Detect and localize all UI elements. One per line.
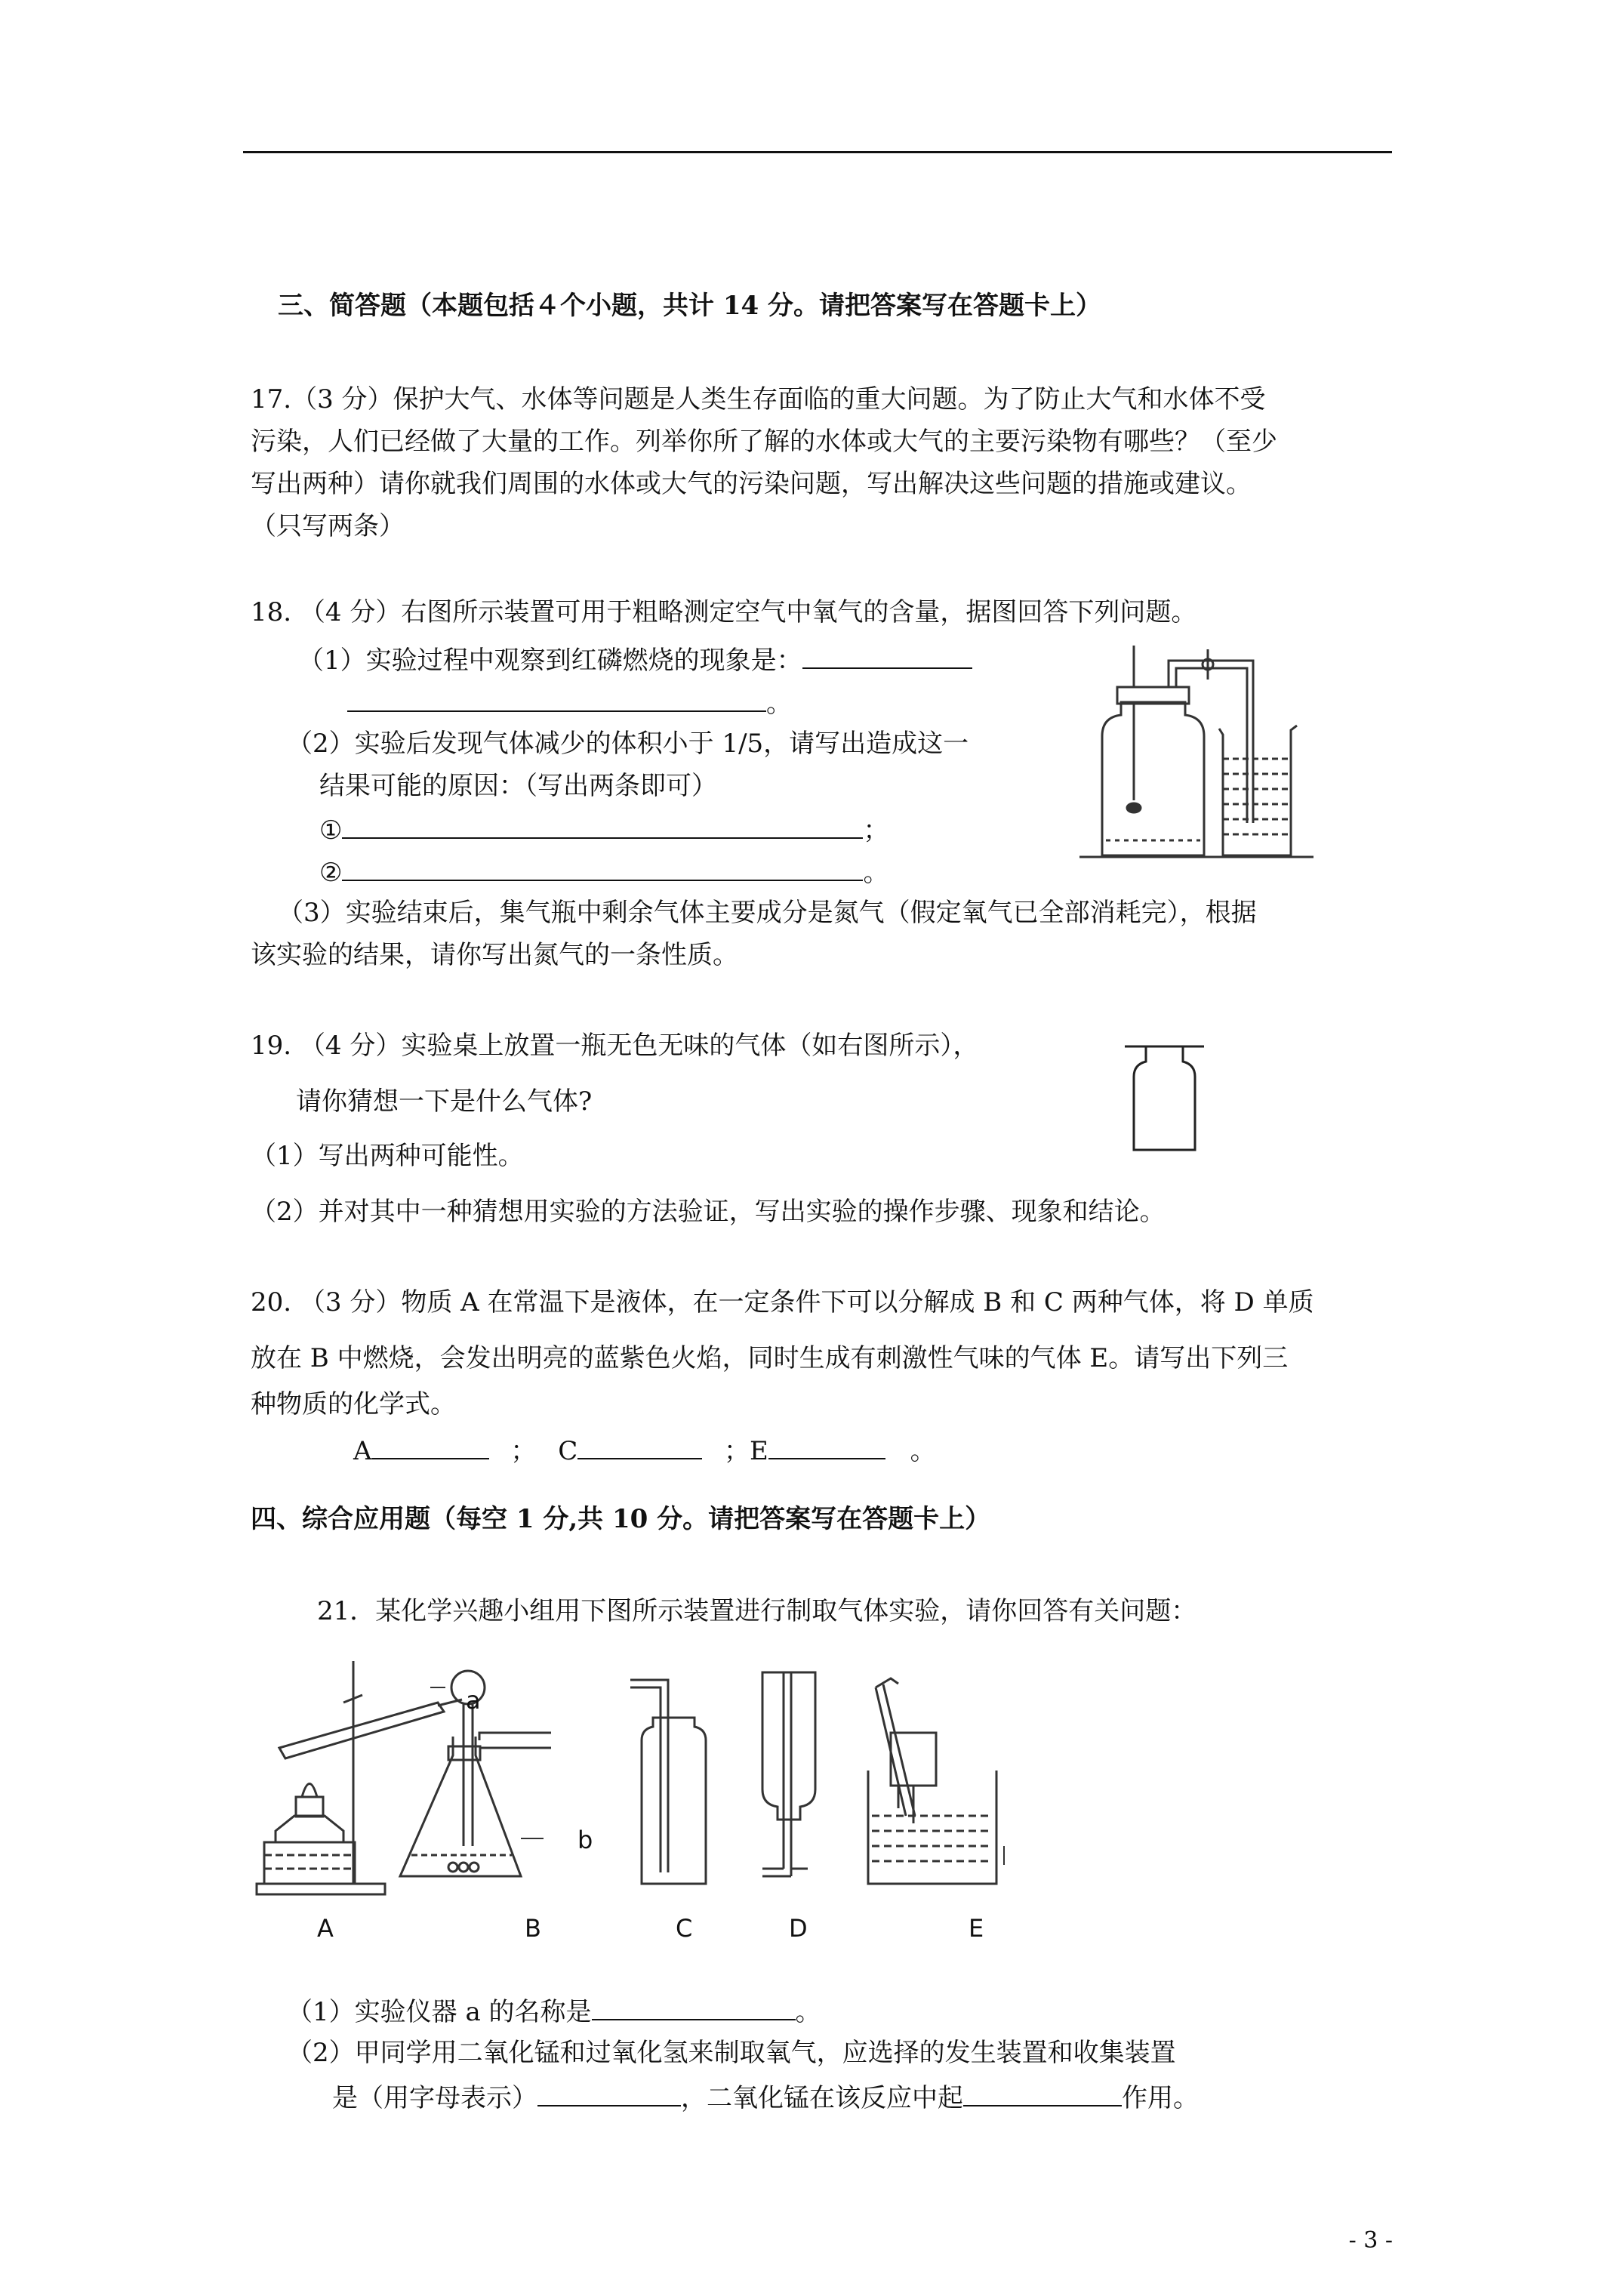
q18-cause-2: ② 。 xyxy=(319,854,888,889)
q18-answer-blank-1b[interactable] xyxy=(347,685,766,712)
q21-blank-a-name[interactable] xyxy=(592,1993,796,2020)
q21-part2a: （2）甲同学用二氧化锰和过氧化氢来制取氧气，应选择的发生装置和收集装置 xyxy=(287,2038,1176,2068)
q19-part1: （1）写出两种可能性。 xyxy=(251,1141,524,1171)
gas-jar-diagram xyxy=(1125,1040,1212,1154)
header-rule xyxy=(243,151,1392,153)
q20-line1: 20. （3 分）物质 A 在常温下是液体，在一定条件下可以分解成 B 和 C 两种气体，将 D 单质 xyxy=(251,1287,1314,1318)
q18-answer-blank-2b[interactable] xyxy=(342,854,863,881)
q19-line2: 请你猜想一下是什么气体? xyxy=(296,1086,593,1117)
q21-part1: （1）实验仪器 a 的名称是 。 xyxy=(287,1993,821,2029)
q20-blank-a[interactable] xyxy=(372,1432,489,1459)
q20-blank-c[interactable] xyxy=(577,1432,702,1459)
label-apparatus-e: E xyxy=(969,1914,984,1943)
gas-preparation-apparatus-diagram xyxy=(249,1657,1102,1914)
q18-line1: 18. （4 分）右图所示装置可用于粗略测定空气中氧气的含量，据图回答下列问题。 xyxy=(251,597,1197,627)
section-4-heading: 四、综合应用题（每空 1 分,共 10 分。请把答案写在答题卡上） xyxy=(251,1504,991,1534)
q19-part2: （2）并对其中一种猜想用实验的方法验证，写出实验的操作步骤、现象和结论。 xyxy=(251,1197,1166,1227)
q21-blank-role[interactable] xyxy=(963,2079,1122,2106)
q18-part3a: （3）实验结束后，集气瓶中剩余气体主要成分是氮气（假定氧气已全部消耗完），根据 xyxy=(278,898,1257,928)
q21-part2b: 是（用字母表示） ，二氧化锰在该反应中起 作用。 xyxy=(332,2079,1199,2115)
label-instrument-a: a xyxy=(466,1686,481,1715)
label-apparatus-d: D xyxy=(789,1914,808,1943)
q21-blank-apparatus[interactable] xyxy=(537,2079,681,2106)
q18-cause-1: ① ； xyxy=(319,812,888,847)
q20-blank-e[interactable] xyxy=(768,1432,885,1459)
q18-part2b: 结果可能的原因：（写出两条即可） xyxy=(319,771,717,801)
q18-part1-text: （1）实验过程中观察到红磷燃烧的现象是： xyxy=(298,646,802,676)
q18-part1 xyxy=(298,642,972,677)
q18-part2a: （2）实验后发现气体减少的体积小于 1/5，请写出造成这一 xyxy=(287,729,969,759)
label-apparatus-c: C xyxy=(676,1914,693,1943)
q20-answers: A ； C ；E 。 xyxy=(353,1432,936,1468)
q19-line1: 19. （4 分）实验桌上放置一瓶无色无味的气体（如右图所示）， xyxy=(251,1031,979,1061)
q17-line3: 写出两种）请你就我们周围的水体或大气的污染问题，写出解决这些问题的措施或建议。 xyxy=(251,469,1252,499)
q18-answer-blank-1a[interactable] xyxy=(802,642,972,669)
label-apparatus-b: B xyxy=(525,1914,541,1943)
q20-line2: 放在 B 中燃烧，会发出明亮的蓝紫色火焰，同时生成有刺激性气味的气体 E。请写出下列三 xyxy=(251,1343,1289,1373)
q20-line3: 种物质的化学式。 xyxy=(251,1389,456,1419)
label-apparatus-a: A xyxy=(317,1914,334,1943)
q17-line2: 污染，人们已经做了大量的工作。列举你所了解的水体或大气的主要污染物有哪些？（至少 xyxy=(251,427,1277,457)
section-3-heading: 三、简答题（本题包括４个小题，共计 14 分。请把答案写在答题卡上） xyxy=(278,291,1101,321)
page-number: - 3 - xyxy=(1348,2227,1393,2254)
q18-answer-blank-2a[interactable] xyxy=(342,812,863,839)
label-instrument-b: b xyxy=(577,1826,593,1854)
q18-part1-cont: 。 xyxy=(347,685,792,720)
q18-part3b: 该实验的结果，请你写出氮气的一条性质。 xyxy=(251,940,738,970)
oxygen-measurement-apparatus-diagram xyxy=(1079,646,1397,864)
q21-intro: 21．某化学兴趣小组用下图所示装置进行制取气体实验，请你回答有关问题： xyxy=(317,1596,1197,1626)
q17-line1: 17.（3 分）保护大气、水体等问题是人类生存面临的重大问题。为了防止大气和水体不受 xyxy=(251,384,1266,415)
q17-line4: （只写两条） xyxy=(251,511,405,541)
